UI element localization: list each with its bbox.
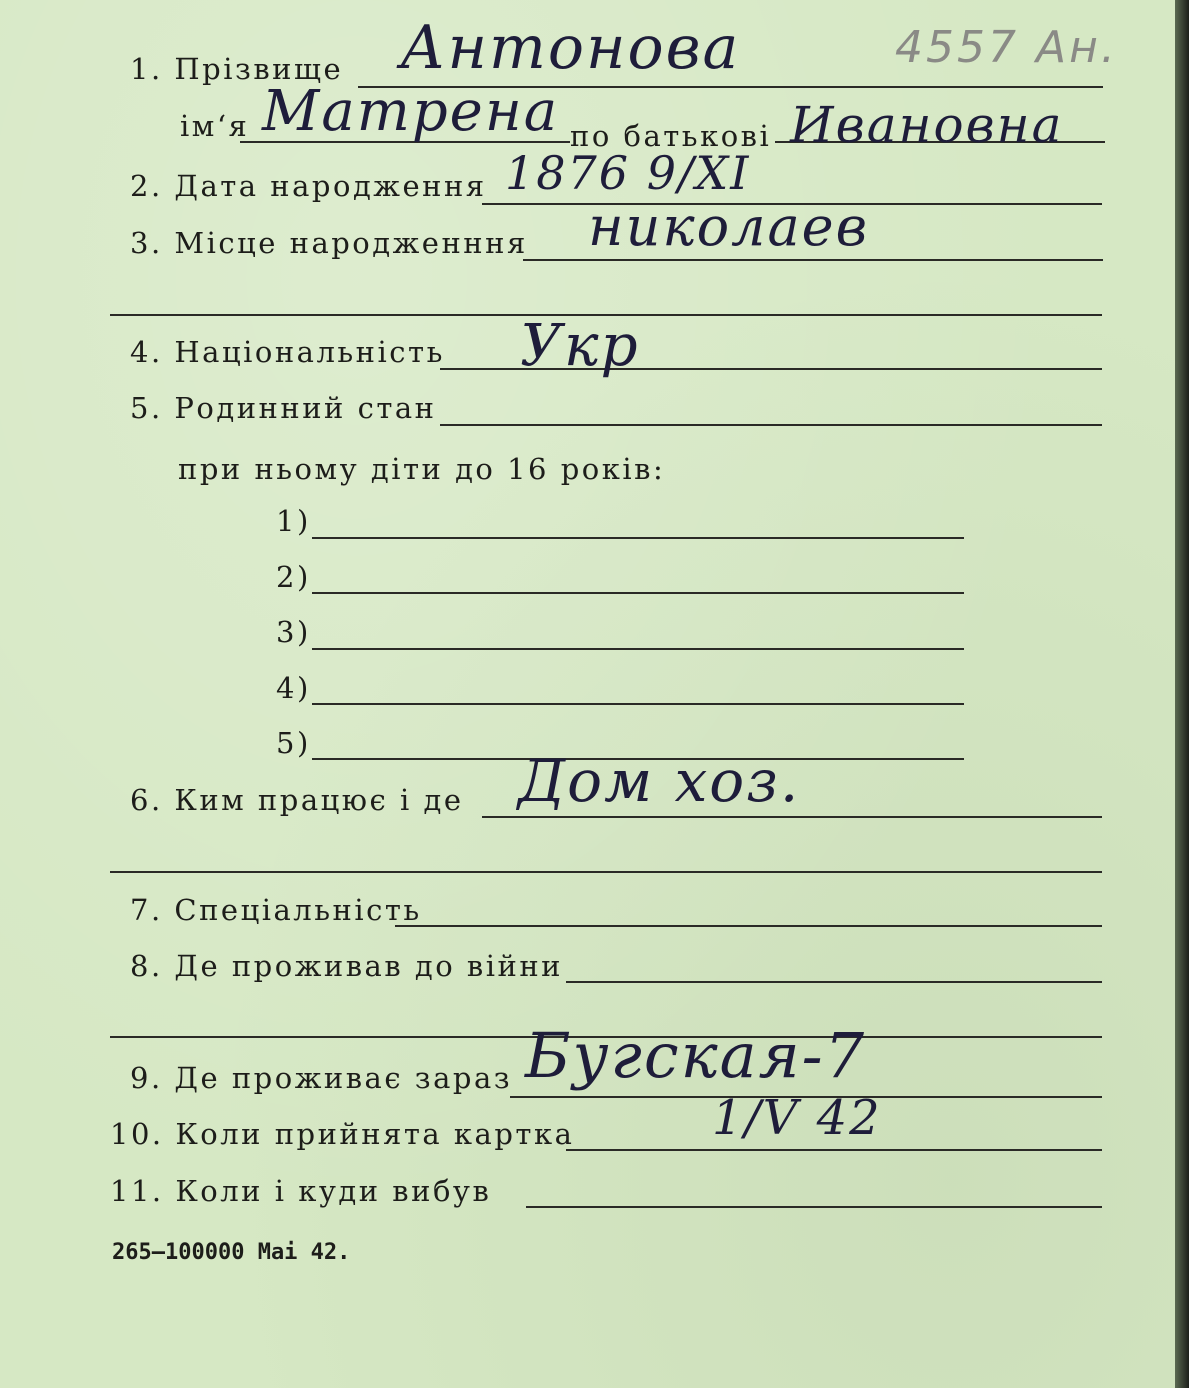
nationality-label: 4. Національність [130, 335, 445, 369]
patronymic-value[interactable]: Ивановна [790, 96, 1064, 154]
children-label: при ньому діти до 16 років: [178, 452, 666, 486]
child-4-line[interactable] [312, 703, 964, 705]
departure-label: 11. Коли і куди вибув [110, 1174, 492, 1208]
child-1-line[interactable] [312, 537, 964, 539]
prewar-residence-label: 8. Де проживав до війни [130, 949, 563, 983]
marital-status-line[interactable] [440, 424, 1102, 426]
first-name-value[interactable]: Матрена [262, 79, 560, 144]
prewar-residence-line[interactable] [566, 981, 1102, 983]
specialty-label: 7. Спеціальність [130, 893, 422, 927]
occupation-label: 6. Ким працює і де [130, 783, 464, 817]
occupation-line-2 [110, 871, 1102, 873]
child-5-label: 5) [276, 726, 311, 760]
birth-place-value[interactable]: николаев [588, 195, 870, 258]
surname-value[interactable]: Антонова [400, 13, 741, 83]
child-3-line[interactable] [312, 648, 964, 650]
card-accepted-label: 10. Коли прийнята картка [110, 1117, 575, 1151]
print-info: 265—100000 Mai 42. [112, 1240, 351, 1265]
birth-date-value[interactable]: 1876 9/XI [505, 146, 751, 200]
child-3-label: 3) [276, 615, 311, 649]
child-2-line[interactable] [312, 592, 964, 594]
birth-place-line [523, 259, 1103, 261]
departure-line[interactable] [526, 1206, 1102, 1208]
current-residence-label: 9. Де проживає зараз [130, 1061, 513, 1095]
surname-label: 1. Прізвище [130, 52, 344, 86]
occupation-value[interactable]: Дом хоз. [518, 747, 801, 815]
birth-place-label: 3. Місце народженння [130, 226, 528, 260]
birth-date-label: 2. Дата народження [130, 169, 487, 203]
occupation-line [482, 816, 1102, 818]
nationality-value[interactable]: Укр [520, 311, 640, 379]
patronymic-label: по батькові [570, 119, 772, 153]
card-accepted-value[interactable]: 1/V 42 [712, 1090, 882, 1146]
child-4-label: 4) [276, 671, 311, 705]
archive-number-annotation: 4557 Ан. [895, 22, 1118, 73]
card-edge-shadow [1175, 0, 1189, 1388]
marital-status-label: 5. Родинний стан [130, 391, 437, 425]
card-accepted-line [566, 1149, 1102, 1151]
current-residence-value[interactable]: Бугская-7 [525, 1019, 867, 1092]
child-2-label: 2) [276, 560, 311, 594]
first-name-label: ім‘я [180, 109, 250, 143]
specialty-line[interactable] [395, 925, 1102, 927]
child-1-label: 1) [276, 504, 311, 538]
